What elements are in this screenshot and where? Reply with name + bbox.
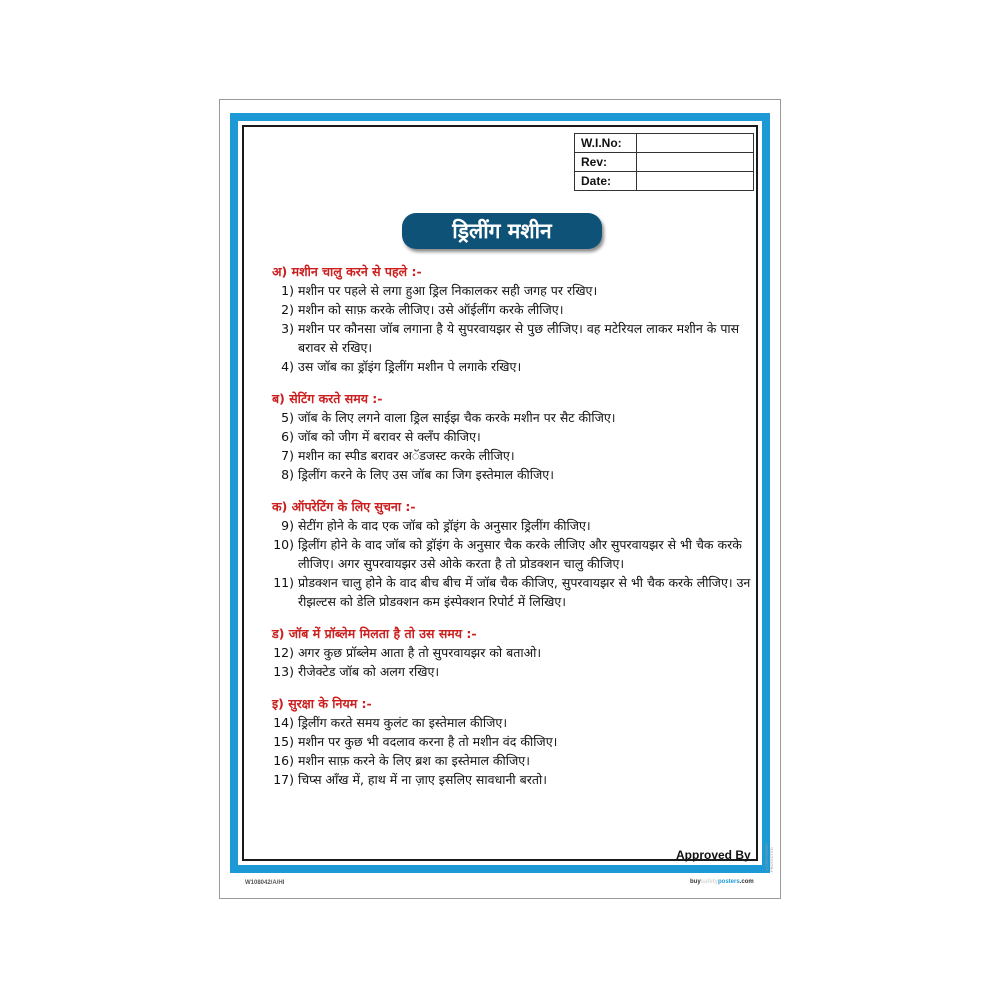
section-heading: क) ऑपरेटिंग के लिए सुचना :-	[272, 499, 416, 514]
item-text: जॉब को जीग में बरावर से क्लॅंप कीजिए।	[298, 429, 481, 444]
section-a	[272, 262, 752, 376]
list-item	[272, 713, 752, 732]
item-text: ड्रिलींग करते समय कुलंट का इस्तेमाल कीजिए।	[298, 715, 508, 730]
item-text: चिप्स आँख में, हाथ में ना ज़ाए इसलिए सावधानी बरतो।	[298, 772, 547, 787]
item-number: 8)	[281, 467, 294, 482]
instruction-content	[272, 262, 752, 789]
item-number: 6)	[281, 429, 294, 444]
item-text: अगर कुछ प्रॉब्लेम आता है तो सुपरवायझर को बताओ।	[298, 645, 542, 660]
brand-tld: .com	[739, 879, 754, 885]
item-number: 13)	[273, 664, 294, 679]
wi-no-row	[575, 134, 754, 153]
list-item	[272, 535, 752, 573]
item-text: मशीन पर कुछ भी वदलाव करना है तो मशीन वंद कीजिए।	[298, 734, 558, 749]
item-number: 9)	[281, 518, 294, 533]
item-text: मशीन को साफ़ करके लीजिए। उसे ऑईलींग करके लीजिए।	[298, 302, 564, 317]
item-number: 11)	[273, 575, 294, 590]
item-text: ड्रिलींग होने के वाद जॉब को ड्रॉइंग के अनुसार चैक करके लीजिए और सुपरवायझर से भी चैक करके लीजिए। अगर सुपरवायझर उसे ओके करता है तो प्रोडक्शन चालु कीजिए।	[298, 537, 742, 571]
item-text: सेटींग होने के वाद एक जॉब को ड्रॉइंग के अनुसार ड्रिलींग कीजिए।	[298, 518, 591, 533]
item-number: 1)	[281, 283, 294, 298]
list-item	[272, 408, 752, 427]
section-heading: ब) सेटिंग करते समय :-	[272, 391, 383, 406]
item-number: 5)	[281, 410, 294, 425]
brand-start: buy	[690, 879, 701, 885]
date-row	[575, 172, 754, 191]
section-c	[272, 497, 752, 611]
product-code: W108042/A/HI	[245, 880, 285, 886]
poster-title: ड्रिलींग मशीन	[402, 213, 602, 249]
rev-label: Rev:	[575, 153, 637, 172]
section-heading: इ) सुरक्षा के नियम :-	[272, 696, 372, 711]
list-item	[272, 573, 752, 611]
list-item	[272, 427, 752, 446]
list-item	[272, 281, 752, 300]
date-label: Date:	[575, 172, 637, 191]
wi-no-value	[637, 134, 754, 153]
item-number: 3)	[281, 321, 294, 336]
item-text: रीजेक्टेड जॉब को अलग रखिए।	[298, 664, 440, 679]
list-item	[272, 300, 752, 319]
list-item	[272, 319, 752, 357]
item-text: उस जॉब का ड्रॉइंग ड्रिलींग मशीन पे लगाके रखिए।	[298, 359, 522, 374]
item-number: 4)	[281, 359, 294, 374]
item-number: 12)	[273, 645, 294, 660]
rev-value	[637, 153, 754, 172]
rev-row	[575, 153, 754, 172]
wi-info-table	[574, 133, 754, 191]
section-heading: ड) जॉब में प्रॉब्लेम मिलता है तो उस समय :-	[272, 626, 477, 641]
item-number: 17)	[273, 772, 294, 787]
brand-mid: safety	[700, 879, 719, 885]
list-item	[272, 662, 752, 681]
list-item	[272, 732, 752, 751]
item-number: 16)	[273, 753, 294, 768]
item-number: 7)	[281, 448, 294, 463]
list-item	[272, 770, 752, 789]
section-b	[272, 389, 752, 484]
item-number: 10)	[273, 537, 294, 552]
list-item	[272, 357, 752, 376]
section-heading: अ) मशीन चालु करने से पहले :-	[272, 264, 422, 279]
date-value	[637, 172, 754, 191]
item-text: जॉब के लिए लगने वाला ड्रिल साईझ चैक करके मशीन पर सैट कीजिए।	[298, 410, 616, 425]
brand-end: posters	[718, 879, 740, 885]
section-d	[272, 624, 752, 681]
list-item	[272, 516, 752, 535]
item-text: प्रोडक्शन चालु होने के वाद बीच बीच में जॉब चैक कीजिए, सुपरवायझर से भी चैक करके लीजिए। उन रीझल्टस को डेलि प्रोडक्शन कम इंस्पेक्शन रिपोर्ट में लिखिए।	[298, 575, 751, 609]
list-item	[272, 643, 752, 662]
brand-logo-text	[690, 879, 754, 885]
item-text: मशीन साफ़ करने के लिए ब्रश का इस्तेमाल कीजिए।	[298, 753, 530, 768]
list-item	[272, 465, 752, 484]
item-text: ड्रिलींग करने के लिए उस जॉब का जिग इस्तेमाल कीजिए।	[298, 467, 554, 482]
item-text: मशीन पर पहले से लगा हुआ ड्रिल निकालकर सही जगह पर रखिए।	[298, 283, 598, 298]
wi-no-label: W.I.No:	[575, 134, 637, 153]
item-number: 14)	[273, 715, 294, 730]
item-number: 15)	[273, 734, 294, 749]
section-e	[272, 694, 752, 789]
approved-by-label: Approved By	[676, 848, 751, 862]
list-item	[272, 446, 752, 465]
item-text: मशीन पर कौनसा जॉब लगाना है ये सुपरवायझर से पुछ लीजिए। वह मटेरियल लाकर मशीन के पास बरावर से रखिए।	[298, 321, 740, 355]
item-number: 2)	[281, 302, 294, 317]
list-item	[272, 751, 752, 770]
copyright-note: ©COPYRIGHT PROTECTED	[764, 843, 774, 872]
item-text: मशीन का स्पीड बरावर अॅडजस्ट करके लीजिए।	[298, 448, 515, 463]
